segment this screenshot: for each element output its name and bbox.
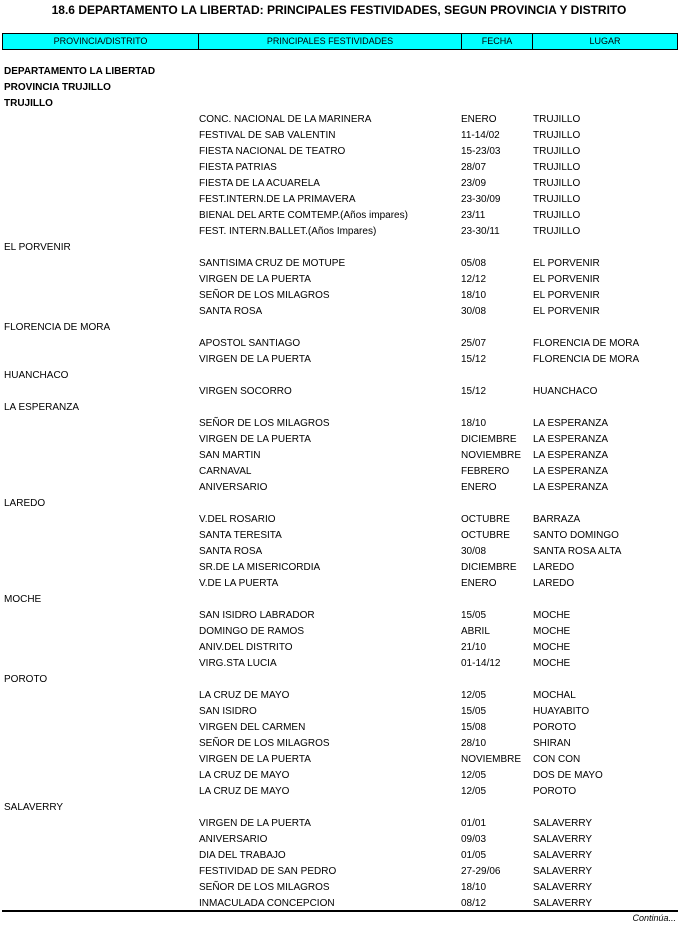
place-cell: HUAYABITO [533,706,590,717]
festivity-cell: BIENAL DEL ARTE COMTEMP.(Años impares) [199,210,408,221]
table-row [0,848,678,864]
festivity-cell: V.DE LA PUERTA [199,578,279,589]
table-row [0,560,678,576]
group-heading-label: PROVINCIA TRUJILLO [4,82,111,93]
place-cell: LA ESPERANZA [533,434,609,445]
header-fecha: FECHA [462,34,533,49]
header-provincia-distrito: PROVINCIA/DISTRITO [3,34,199,49]
festivity-cell: SANTA ROSA [199,546,263,557]
date-cell: 25/07 [461,338,487,349]
date-cell: 15/12 [461,386,487,397]
date-cell: 18/10 [461,418,487,429]
table-row [0,512,678,528]
festivity-cell: SEÑOR DE LOS MILAGROS [199,418,330,429]
date-cell: OCTUBRE [461,514,510,525]
district-label: HUANCHACO [4,370,69,381]
date-cell: 12/05 [461,690,487,701]
festivity-cell: LA CRUZ DE MAYO [199,690,290,701]
district-label: LA ESPERANZA [4,402,80,413]
table-body [0,64,678,912]
district-heading [0,368,678,384]
date-cell: 28/07 [461,162,487,173]
district-heading [0,240,678,256]
date-cell: NOVIEMBRE [461,754,522,765]
place-cell: TRUJILLO [533,114,581,125]
place-cell: TRUJILLO [533,130,581,141]
district-label: SALAVERRY [4,802,64,813]
place-cell: DOS DE MAYO [533,770,603,781]
table-row [0,352,678,368]
place-cell: LA ESPERANZA [533,418,609,429]
festivity-cell: APOSTOL SANTIAGO [199,338,301,349]
table-row [0,144,678,160]
table-row [0,528,678,544]
place-cell: SANTO DOMINGO [533,530,619,541]
place-cell: MOCHE [533,658,571,669]
date-cell: 12/05 [461,770,487,781]
place-cell: SALAVERRY [533,882,593,893]
festivity-cell: FIESTA NACIONAL DE TEATRO [199,146,346,157]
table-row [0,768,678,784]
festivity-cell: FIESTA DE LA ACUARELA [199,178,320,189]
festivity-cell: INMACULADA CONCEPCION [199,898,335,909]
festivity-cell: ANIV.DEL DISTRITO [199,642,293,653]
group-heading [0,96,678,112]
table-row [0,256,678,272]
place-cell: TRUJILLO [533,162,581,173]
festivity-cell: ANIVERSARIO [199,834,268,845]
table-row [0,704,678,720]
festivity-cell: FESTIVIDAD DE SAN PEDRO [199,866,337,877]
festivity-cell: SANTA ROSA [199,306,263,317]
place-cell: SALAVERRY [533,818,593,829]
date-cell: OCTUBRE [461,530,510,541]
date-cell: 30/08 [461,546,487,557]
date-cell: NOVIEMBRE [461,450,522,461]
district-heading [0,400,678,416]
festivity-cell: CARNAVAL [199,466,252,477]
table-row [0,816,678,832]
table-row [0,272,678,288]
place-cell: TRUJILLO [533,226,581,237]
table-row [0,224,678,240]
place-cell: LA ESPERANZA [533,466,609,477]
table-row [0,160,678,176]
place-cell: EL PORVENIR [533,290,600,301]
district-label: EL PORVENIR [4,242,71,253]
festivity-cell: LA CRUZ DE MAYO [199,786,290,797]
date-cell: 12/05 [461,786,487,797]
place-cell: SHIRAN [533,738,571,749]
date-cell: 23-30/09 [461,194,501,205]
date-cell: 23/09 [461,178,487,189]
date-cell: 15/05 [461,706,487,717]
district-heading [0,800,678,816]
date-cell: 12/12 [461,274,487,285]
date-cell: 18/10 [461,882,487,893]
festivity-cell: VIRGEN DEL CARMEN [199,722,306,733]
table-row [0,128,678,144]
place-cell: LA ESPERANZA [533,482,609,493]
date-cell: ENERO [461,114,497,125]
date-cell: 15/12 [461,354,487,365]
district-label: FLORENCIA DE MORA [4,322,111,333]
festivity-cell: FIESTA PATRIAS [199,162,277,173]
district-label: MOCHE [4,594,42,605]
table-row [0,432,678,448]
table-row [0,288,678,304]
district-heading [0,592,678,608]
festivity-cell: SANTISIMA CRUZ DE MOTUPE [199,258,346,269]
place-cell: LA ESPERANZA [533,450,609,461]
place-cell: FLORENCIA DE MORA [533,338,640,349]
festivity-cell: VIRGEN DE LA PUERTA [199,274,311,285]
festivity-cell: SEÑOR DE LOS MILAGROS [199,738,330,749]
table-row [0,416,678,432]
date-cell: DICIEMBRE [461,434,517,445]
date-cell: DICIEMBRE [461,562,517,573]
table-row [0,480,678,496]
table-header [2,33,678,50]
date-cell: ENERO [461,578,497,589]
place-cell: TRUJILLO [533,178,581,189]
place-cell: SALAVERRY [533,834,593,845]
date-cell: 01-14/12 [461,658,501,669]
district-label: POROTO [4,674,48,685]
festivity-cell: VIRG.STA LUCIA [199,658,277,669]
table-row [0,576,678,592]
date-cell: 28/10 [461,738,487,749]
place-cell: HUANCHACO [533,386,598,397]
date-cell: 23-30/11 [461,226,500,237]
place-cell: SALAVERRY [533,850,593,861]
table-row [0,752,678,768]
place-cell: EL PORVENIR [533,274,600,285]
table-row [0,880,678,896]
festivity-cell: V.DEL ROSARIO [199,514,276,525]
header-lugar: LUGAR [589,36,621,46]
festivity-cell: VIRGEN DE LA PUERTA [199,434,311,445]
header-festividades: PRINCIPALES FESTIVIDADES [199,34,462,49]
place-cell: SALAVERRY [533,898,593,909]
group-heading-label: DEPARTAMENTO LA LIBERTAD [4,66,156,77]
festivity-cell: VIRGEN SOCORRO [199,386,292,397]
festivity-cell: FESTIVAL DE SAB VALENTIN [199,130,336,141]
date-cell: 21/10 [461,642,487,653]
place-cell: BARRAZA [533,514,581,525]
date-cell: 18/10 [461,290,487,301]
table-row [0,608,678,624]
table-row [0,864,678,880]
date-cell: 01/05 [461,850,487,861]
group-heading [0,64,678,80]
place-cell: TRUJILLO [533,210,581,221]
district-heading [0,320,678,336]
table-row [0,304,678,320]
table-row [0,688,678,704]
festivity-cell: ANIVERSARIO [199,482,268,493]
festivity-cell: VIRGEN DE LA PUERTA [199,818,311,829]
table-row [0,624,678,640]
place-cell: POROTO [533,786,577,797]
continued-note: Continúa... [632,913,676,923]
festivity-cell: DIA DEL TRABAJO [199,850,286,861]
date-cell: 30/08 [461,306,487,317]
festivity-cell: SAN MARTIN [199,450,261,461]
table-row [0,832,678,848]
date-cell: 27-29/06 [461,866,501,877]
date-cell: 08/12 [461,898,487,909]
festivity-cell: SEÑOR DE LOS MILAGROS [199,882,330,893]
festivity-cell: FEST. INTERN.BALLET.(Años Impares) [199,226,377,237]
table-row [0,736,678,752]
place-cell: MOCHAL [533,690,576,701]
place-cell: SANTA ROSA ALTA [533,546,622,557]
place-cell: LAREDO [533,578,575,589]
festivity-cell: SEÑOR DE LOS MILAGROS [199,290,330,301]
table-row [0,640,678,656]
place-cell: FLORENCIA DE MORA [533,354,640,365]
place-cell: POROTO [533,722,577,733]
date-cell: 23/11 [461,210,486,221]
table-row [0,544,678,560]
place-cell: LAREDO [533,562,575,573]
table-row [0,464,678,480]
date-cell: ABRIL [461,626,490,637]
date-cell: 05/08 [461,258,487,269]
date-cell: 11-14/02 [461,130,500,141]
group-heading-label: TRUJILLO [4,98,53,109]
festivity-cell: SAN ISIDRO LABRADOR [199,610,315,621]
table-row [0,448,678,464]
table-row [0,656,678,672]
district-heading [0,496,678,512]
table-row [0,336,678,352]
date-cell: 01/01 [461,818,487,829]
district-heading [0,672,678,688]
table-row [0,112,678,128]
table-row [0,720,678,736]
date-cell: 09/03 [461,834,487,845]
table-row [0,384,678,400]
festivity-cell: SANTA TERESITA [199,530,282,541]
table-row [0,192,678,208]
festivity-cell: CONC. NACIONAL DE LA MARINERA [199,114,372,125]
place-cell: SALAVERRY [533,866,593,877]
date-cell: 15-23/03 [461,146,501,157]
place-cell: TRUJILLO [533,146,581,157]
place-cell: TRUJILLO [533,194,581,205]
table-row [0,208,678,224]
group-heading [0,80,678,96]
festivity-cell: VIRGEN DE LA PUERTA [199,354,311,365]
festivity-cell: LA CRUZ DE MAYO [199,770,290,781]
place-cell: EL PORVENIR [533,258,600,269]
district-label: LAREDO [4,498,46,509]
festivity-cell: FEST.INTERN.DE LA PRIMAVERA [199,194,356,205]
festivity-cell: DOMINGO DE RAMOS [199,626,305,637]
festivity-cell: SR.DE LA MISERICORDIA [199,562,321,573]
page-title: 18.6 DEPARTAMENTO LA LIBERTAD: PRINCIPALES FESTIVIDADES, SEGUN PROVINCIA Y DISTRITO [51,3,627,17]
date-cell: 15/05 [461,610,487,621]
date-cell: ENERO [461,482,497,493]
date-cell: FEBRERO [461,466,510,477]
table-row [0,784,678,800]
place-cell: CON CON [533,754,581,765]
date-cell: 15/08 [461,722,487,733]
table-bottom-rule [2,910,678,912]
place-cell: EL PORVENIR [533,306,600,317]
festivity-cell: SAN ISIDRO [199,706,257,717]
festivity-cell: VIRGEN DE LA PUERTA [199,754,311,765]
table-row [0,176,678,192]
place-cell: MOCHE [533,626,571,637]
place-cell: MOCHE [533,642,571,653]
place-cell: MOCHE [533,610,571,621]
